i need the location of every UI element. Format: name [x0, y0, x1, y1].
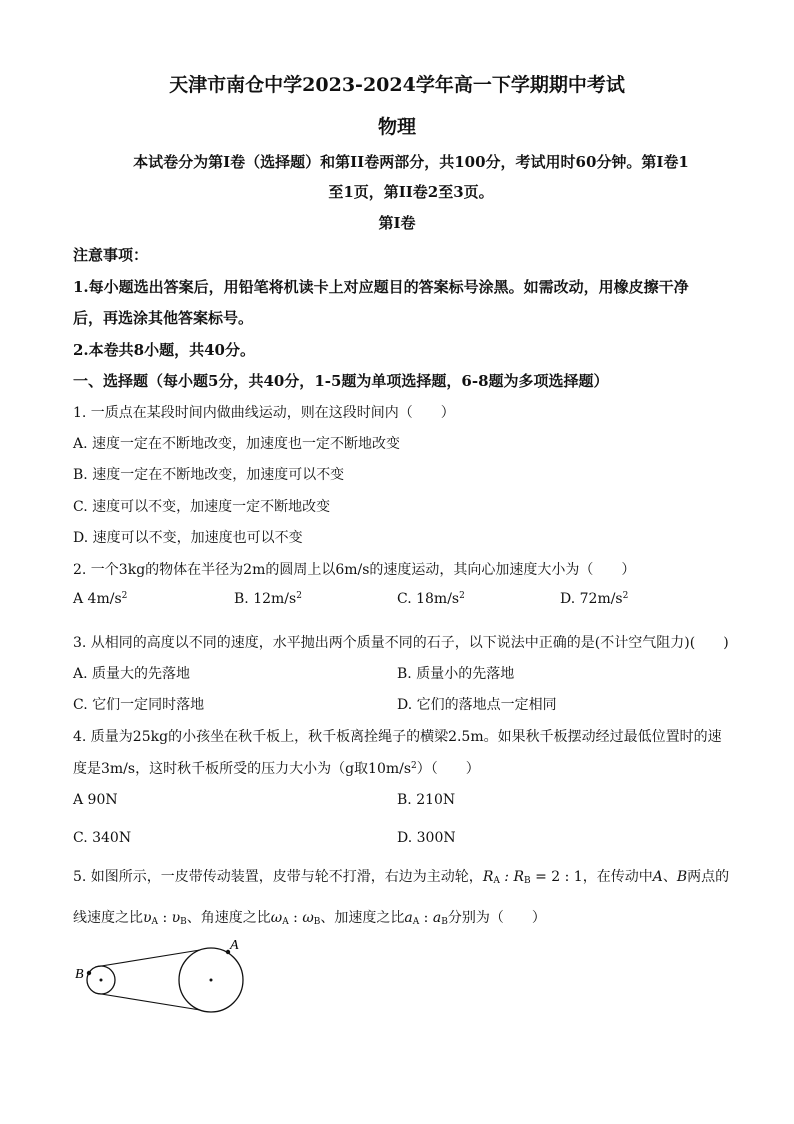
q3-option-b: B. 质量小的先落地: [397, 666, 515, 682]
section-heading: 一、选择题（每小题5分，共40分，1-5题为单项选择题，6-8题为多项选择题）: [73, 372, 609, 390]
large-wheel-center: [210, 979, 213, 982]
intro-paragraph: [96, 147, 726, 207]
belt-top: [95, 950, 200, 967]
notes-item-2: 2.本卷共8小题，共40分。: [73, 341, 255, 359]
q1-option-d: D. 速度可以不变，加速度也可以不变: [73, 530, 303, 546]
q3-option-d: D. 它们的落地点一定相同: [397, 697, 557, 713]
q2-option-d: D. $72m/s^2$: [560, 591, 629, 607]
q5-stem-line-1: 5. 如图所示，一皮带传动装置，皮带与轮不打滑，右边为主动轮，$R_A$ : $R_B = 2$ : 1，在传动中A、B两点的: [73, 869, 730, 886]
q4-option-b: B. 210N: [397, 792, 456, 808]
label-b: B: [75, 967, 84, 982]
point-b-dot: [87, 971, 91, 975]
q1-option-a: A. 速度一定在不断地改变，加速度也一定不断地改变: [73, 436, 401, 452]
q2-option-a: A $4m/s^2$: [73, 591, 128, 607]
q3-stem: 3. 从相同的高度以不同的速度，水平抛出两个质量不同的石子，以下说法中正确的是(不计空气阻力)( ): [73, 635, 729, 651]
q2-option-c: C. $18m/s^2$: [397, 591, 465, 607]
q3-option-c: C. 它们一定同时落地: [73, 697, 205, 713]
notes-heading: 注意事项：: [73, 246, 149, 264]
belt-bottom: [95, 993, 200, 1010]
intro-line-2: 至1页，第II卷2至3页。: [328, 183, 494, 201]
notes-item-1-line-1: 1.每小题选出答案后，用铅笔将机读卡上对应题目的答案标号涂黑。如需改动，用橡皮擦干净: [73, 278, 689, 296]
belt-drive-figure: [70, 930, 270, 1030]
q1-option-b: B. 速度一定在不断地改变，加速度可以不变: [73, 467, 345, 483]
q4-option-a: A 90N: [73, 792, 118, 808]
subject-title: 物理: [377, 116, 416, 138]
q2-option-b: B. $12m/s^2$: [234, 591, 302, 607]
q5-stem-line-2: 线速度之比$\upsilon_A$ : $\upsilon_B$、角速度之比$\omega_A$ : $\omega_B$、加速度之比$a_A$ : $a_B$分别为（ ）: [73, 910, 546, 927]
q1-option-c: C. 速度可以不变，加速度一定不断地改变: [73, 499, 331, 515]
q4-stem-line-2: 度是3m/s，这时秋千板所受的压力大小为（g取$10m/s^2$）（ ）: [73, 761, 480, 777]
exam-title: 天津市南仓中学2023-2024学年高一下学期期中考试: [169, 74, 625, 96]
q1-stem: 1. 一质点在某段时间内做曲线运动，则在这段时间内（ ）: [73, 405, 455, 421]
q2-stem: 2. 一个3kg的物体在半径为2m的圆周上以6m/s的速度运动，其向心加速度大小为（ ）: [73, 562, 636, 578]
small-wheel-center: [100, 979, 103, 982]
q3-option-a: A. 质量大的先落地: [73, 666, 191, 682]
intro-line-1: 本试卷分为第I卷（选择题）和第II卷两部分，共100分，考试用时60分钟。第I卷1: [133, 153, 689, 171]
volume-heading: 第I卷: [378, 214, 416, 232]
label-a: A: [230, 938, 239, 953]
q4-option-d: D. 300N: [397, 830, 456, 846]
q4-stem-line-1: 4. 质量为25kg的小孩坐在秋千板上，秋千板离拴绳子的横梁2.5m。如果秋千板摆动经过最低位置时的速: [73, 729, 722, 745]
notes-item-1-line-2: 后，再选涂其他答案标号。: [73, 309, 254, 327]
q4-option-c: C. 340N: [73, 830, 132, 846]
